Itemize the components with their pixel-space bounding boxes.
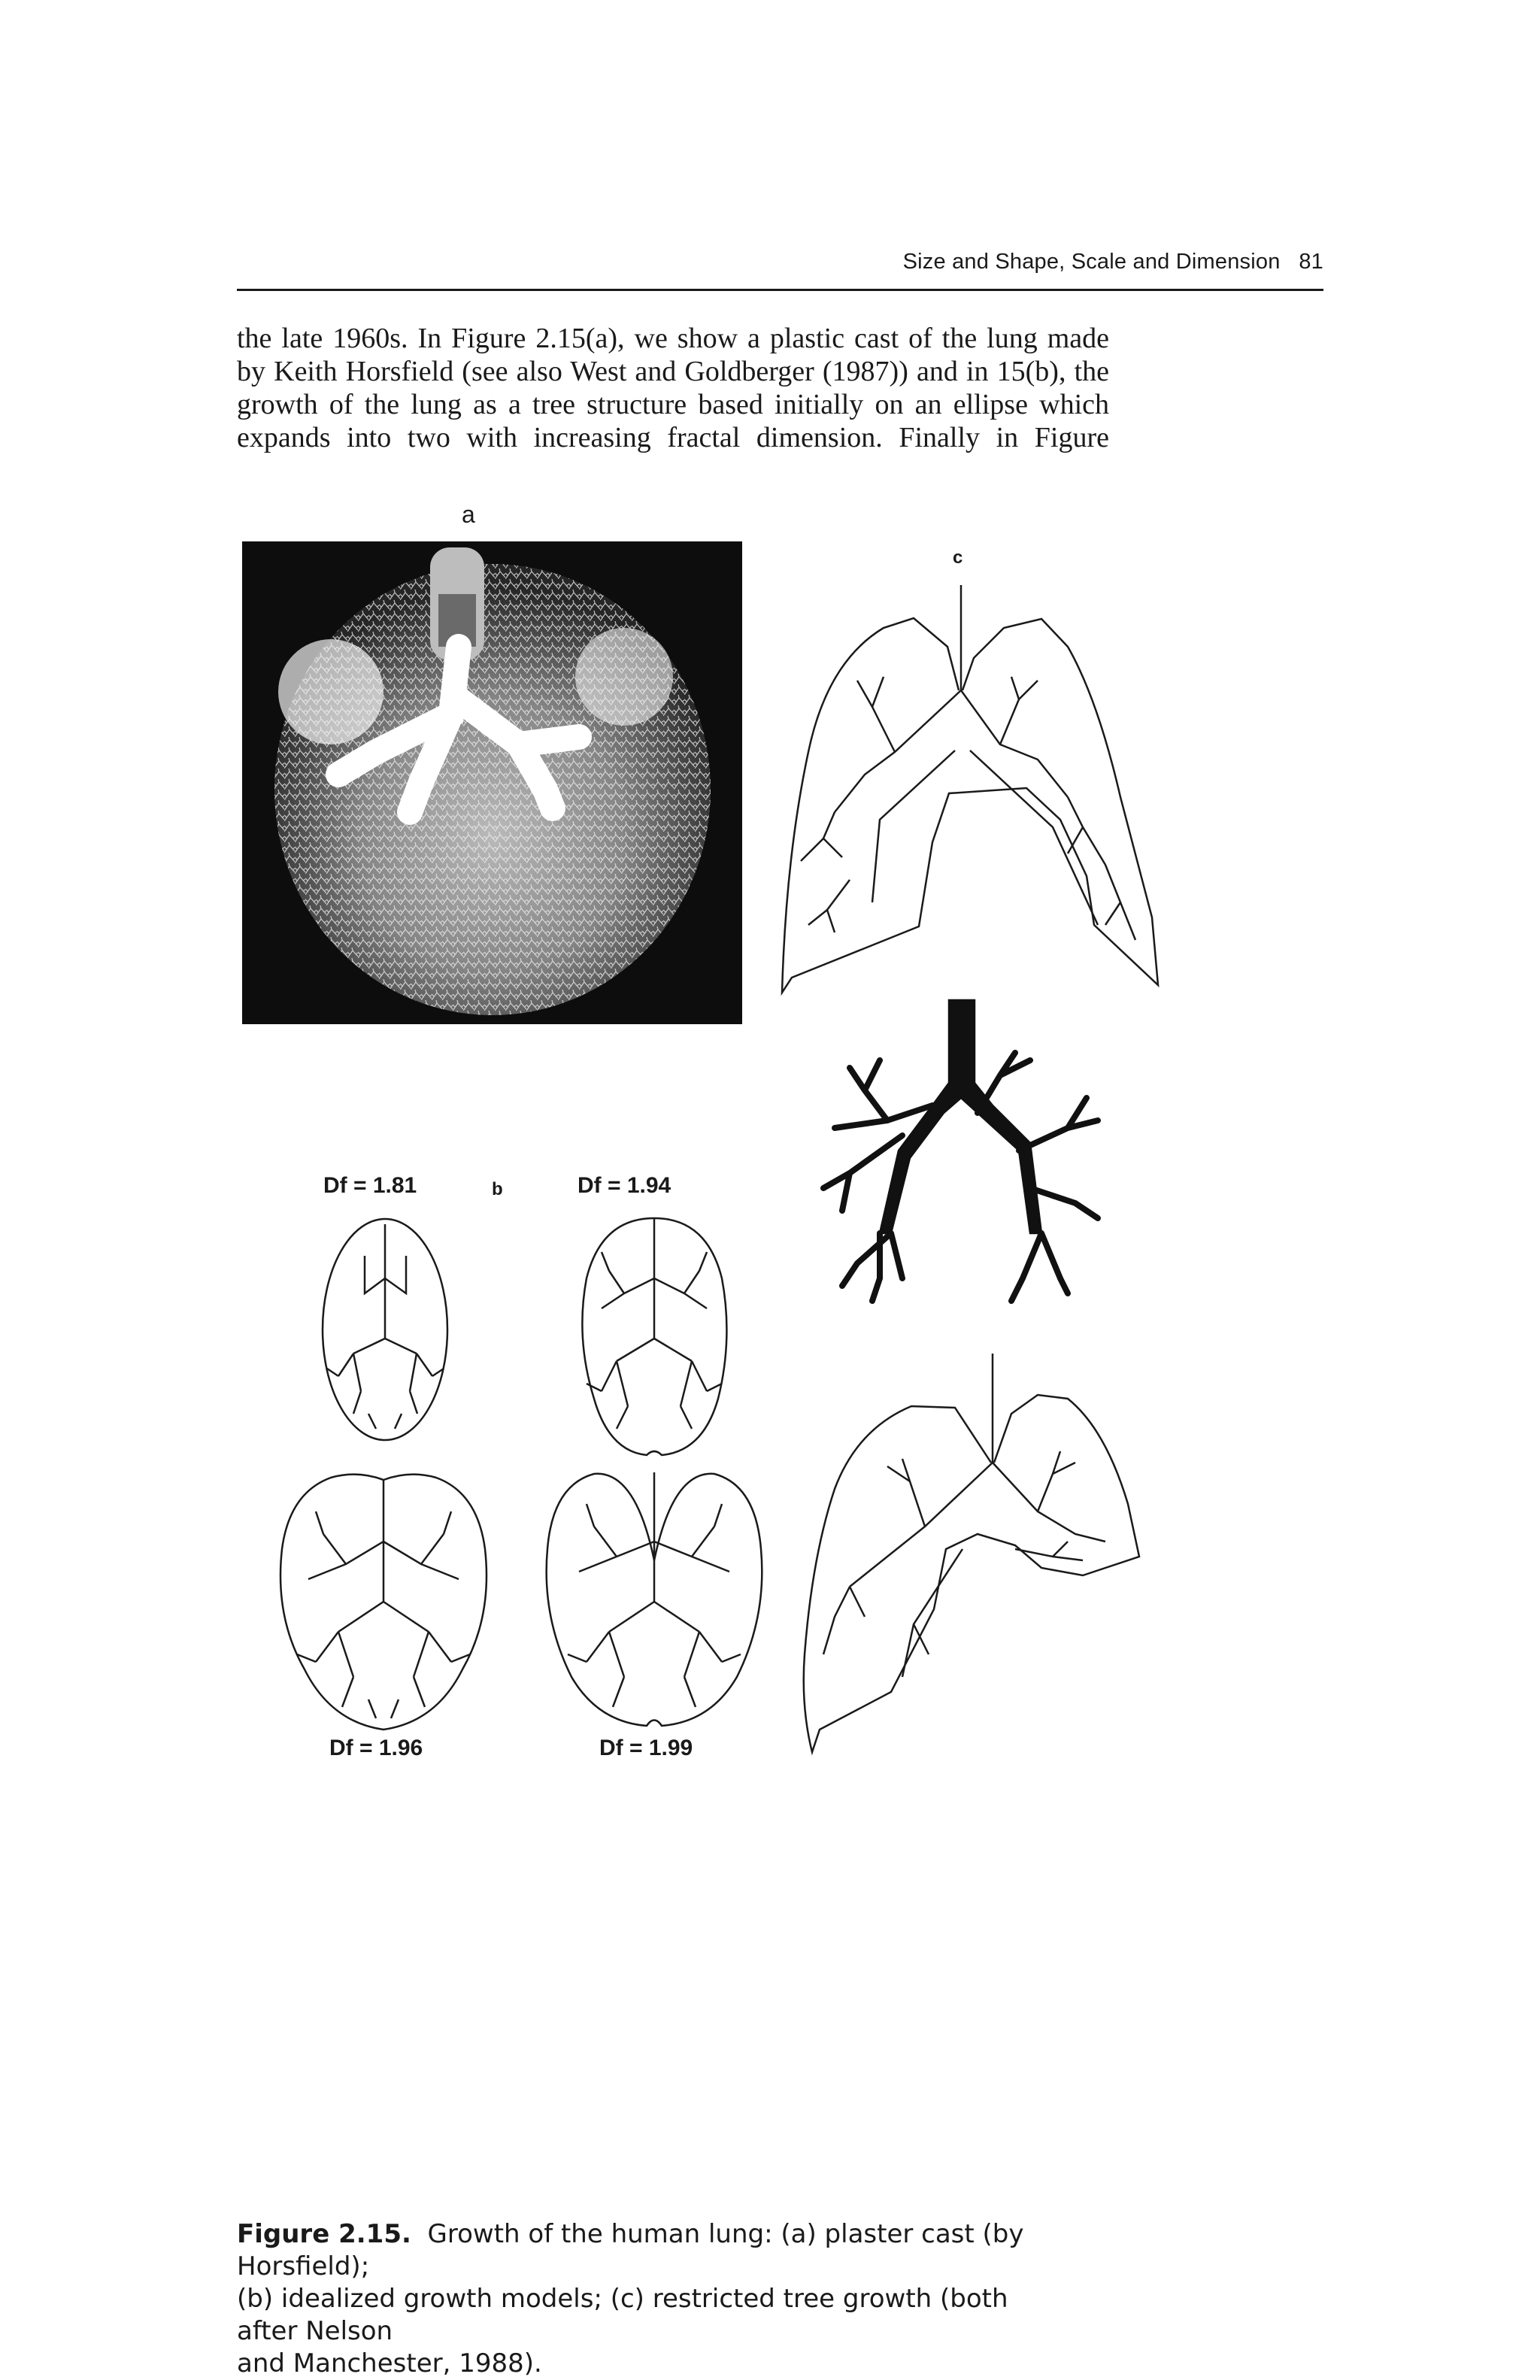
page-number: 81 xyxy=(1299,250,1323,274)
body-line: growth of the lung as a tree structure based initially on an ellipse which xyxy=(237,389,1109,420)
panel-b-label: b xyxy=(492,1179,503,1199)
restricted-outline-upper xyxy=(782,618,1158,993)
running-head-title: Size and Shape, Scale and Dimension xyxy=(902,250,1281,274)
caption-line: Growth of the human lung: (a) plaster cast (by Horsfield); xyxy=(237,2219,1024,2281)
restricted-outline-lower xyxy=(804,1395,1139,1752)
caption-line: (b) idealized growth models; (c) restricted tree growth (both after Nelson xyxy=(237,2284,1008,2346)
restricted-tree-solid xyxy=(823,1000,1098,1301)
cast-right-apex xyxy=(575,628,673,726)
caption-line: and Manchester, 1988). xyxy=(237,2348,542,2378)
restricted-growth xyxy=(782,585,1158,1752)
df-label: Df = 1.81 xyxy=(323,1173,417,1198)
model-df-199 xyxy=(547,1472,762,1726)
body-line: expands into two with increasing fractal dimension. Finally in Figure xyxy=(237,422,1109,453)
cast-branches xyxy=(274,564,711,1015)
df-label: Df = 1.99 xyxy=(599,1736,693,1760)
caption-label: Figure 2.15. xyxy=(237,2219,411,2249)
model-df-181 xyxy=(323,1219,447,1440)
growth-models xyxy=(280,1218,762,1730)
lung-cast xyxy=(274,547,711,1015)
df-label: Df = 1.94 xyxy=(578,1173,671,1198)
body-line: the late 1960s. In Figure 2.15(a), we show a plastic cast of the lung made xyxy=(237,323,1109,354)
panel-a-label: a xyxy=(462,501,475,528)
df-label: Df = 1.96 xyxy=(329,1736,423,1760)
model-df-196 xyxy=(280,1475,487,1730)
body-line: by Keith Horsfield (see also West and Goldberger (1987)) and in 15(b), the xyxy=(237,356,1109,387)
figure-caption xyxy=(237,2218,1075,2380)
panel-c-label: c xyxy=(953,547,963,568)
model-df-194 xyxy=(582,1218,726,1455)
cast-left-apex xyxy=(278,639,383,744)
